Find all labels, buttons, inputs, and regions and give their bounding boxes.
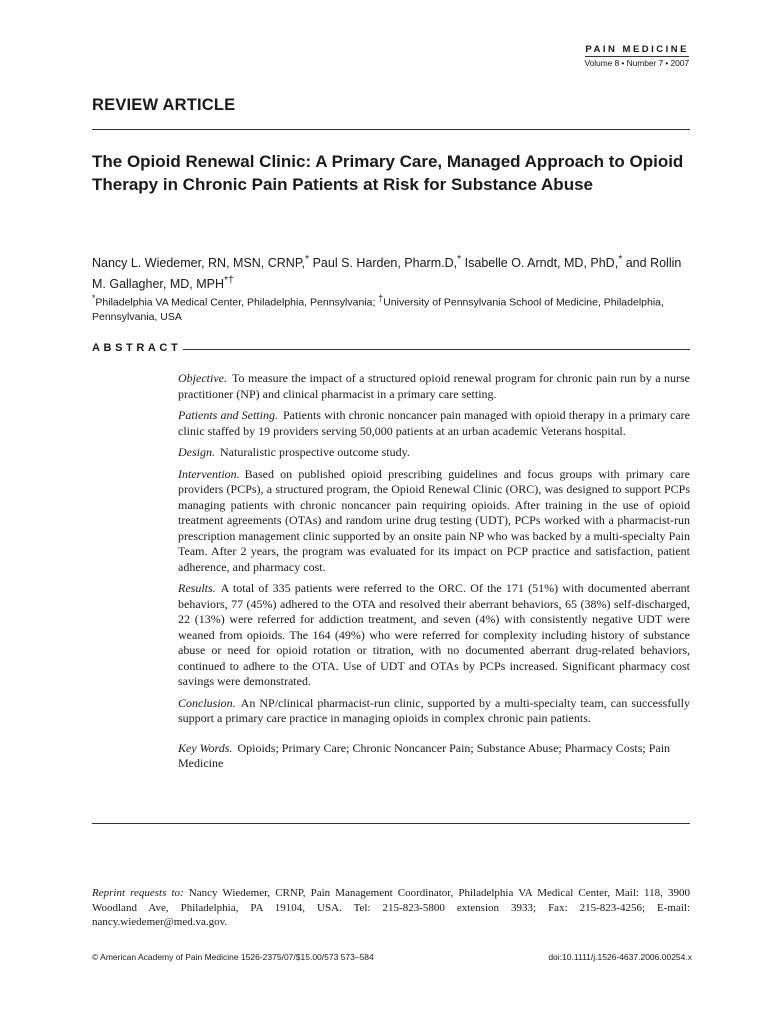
abstract-end-rule [92, 823, 690, 824]
reprint-heading: Reprint requests to: [92, 887, 184, 899]
abstract-intervention [178, 467, 690, 576]
affiliation-text: University of Pennsylvania School of Medicine, Philadelphia, Pennsylvania, USA [92, 296, 664, 323]
affiliations [92, 291, 692, 324]
author-name: and Rollin M. Gallagher, MD, MPH [92, 256, 682, 292]
journal-header [585, 44, 689, 69]
abstract-header [92, 342, 690, 354]
doi-line: doi:10.1111/j.1526-4637.2006.00254.x [548, 952, 692, 962]
journal-name: PAIN MEDICINE [585, 44, 689, 55]
key-words-text: Opioids; Primary Care; Chronic Noncancer Pain; Substance Abuse; Pharmacy Costs; Pain Medicine [178, 740, 671, 770]
page-footer [92, 952, 692, 962]
abstract-heading: Conclusion. [178, 695, 236, 710]
abstract-heading: Design. [178, 445, 215, 459]
section-label: REVIEW ARTICLE [92, 96, 236, 114]
abstract-text: A total of 335 patients were referred to the ORC. Of the 171 (51%) with documented aberrant behaviors, 77 (45%) adhered to the OTA and resolved their aberrant behaviors, 65 (38%) self-discharged, 22 (13%) were referred for addiction treatment, and seven (4%) with consistently negative UDT were weaned from opioids. The 164 (49%) who were referred for complexity including history of substance abuse or need for opioid rotation or titration, with no documented aberrant drug-related behaviors, continued to adhere to the OTA. Use of UDT and OTAs by PCPs increased. Significant pharmacy cost savings were demonstrated. [178, 581, 690, 688]
abstract-rule [183, 349, 690, 350]
author-mark: * [457, 254, 462, 265]
abstract-text: An NP/clinical pharmacist-run clinic, supported by a multi-specialty team, can successfully support a primary care practice in managing opioids in complex chronic pain patients. [178, 695, 690, 725]
author-name: Paul S. Harden, Pharm.D, [312, 256, 458, 271]
key-words-heading: Key Words. [178, 740, 233, 755]
journal-issue: Volume 8 • Number 7 • 2007 [584, 58, 689, 68]
abstract-conclusion [178, 696, 690, 727]
author-mark: * [305, 254, 310, 265]
abstract-results [178, 581, 690, 690]
abstract-heading: Patients and Setting. [178, 408, 278, 422]
author-mark: *† [223, 275, 234, 287]
abstract-heading: Intervention. [178, 466, 240, 481]
abstract-text: Patients with chronic noncancer pain managed with opioid therapy in a primary care clinic staffed by 19 providers serving 50,000 patients at an urban academic Veterans hospital. [178, 408, 690, 438]
author-list [92, 251, 692, 293]
reprint-requests [92, 886, 690, 930]
abstract-design [178, 445, 690, 461]
author-name: Isabelle O. Arndt, MD, PhD, [464, 256, 619, 271]
author-name: Nancy L. Wiedemer, RN, MSN, CRNP, [92, 256, 306, 271]
abstract-text: Naturalistic prospective outcome study. [220, 445, 410, 459]
section-rule [92, 129, 690, 130]
abstract-patients-setting [178, 408, 690, 439]
abstract-body [178, 371, 690, 772]
article-title: The Opioid Renewal Clinic: A Primary Care, Managed Approach to Opioid Therapy in Chronic Pain Patients at Risk for Substance Abuse [92, 152, 684, 194]
abstract-heading: Results. [178, 581, 216, 595]
key-words [178, 741, 690, 772]
abstract-text: Based on published opioid prescribing guidelines and focus groups with primary care providers (PCPs), a structured program, the Opioid Renewal Clinic (ORC), was designed to support PCPs managing patients with chronic noncancer pain requiring opioids. After training in the use of opioid treatment agreements (OTAs) and random urine drug testing (UDT), PCPs worked with a pharmacist-run prescription management clinic supported by an onsite pain NP who was backed by a multi-specialty Pain Team. After 2 years, the program was evaluated for its impact on PCP practice and satisfaction, patient adherence, and pharmacy cost. [178, 466, 690, 574]
copyright-line: © American Academy of Pain Medicine 1526-2375/07/$15.00/573 573–584 [92, 952, 374, 962]
author-mark: * [618, 254, 623, 265]
abstract-objective [178, 371, 690, 402]
affiliation-text: Philadelphia VA Medical Center, Philadelphia, Pennsylvania; [95, 296, 376, 309]
affiliation-mark: † [378, 293, 384, 303]
reprint-text: Nancy Wiedemer, CRNP, Pain Management Coordinator, Philadelphia VA Medical Center, Mail: 118, 3900 Woodland Ave, Philadelphia, PA 19104, USA. Tel: 215-823-5800 extension 3933; Fax: 215-823-4256; E-mail: nancy.wiedemer@med.va.gov. [92, 887, 690, 928]
affiliation-mark: * [92, 293, 96, 303]
abstract-text: To measure the impact of a structured opioid renewal program for chronic pain run by a nurse practitioner (NP) and clinical pharmacist in a primary care setting. [178, 371, 690, 401]
abstract-label: ABSTRACT [92, 342, 182, 354]
abstract-heading: Objective. [178, 371, 227, 385]
